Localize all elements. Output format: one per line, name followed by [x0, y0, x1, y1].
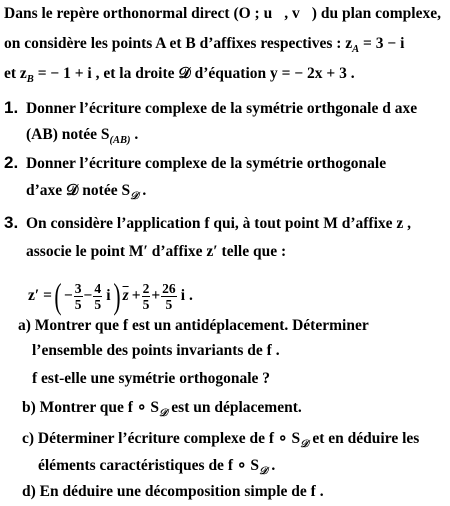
- formula-minus: −: [63, 287, 73, 304]
- subquestion-text: Montrer que f est un antidéplacement. Déterminer: [34, 317, 369, 334]
- subquestion-text-end: est un déplacement.: [167, 399, 302, 416]
- imaginary-unit: i: [106, 287, 111, 304]
- subquestion-b: [22, 398, 302, 424]
- subquestion-text: éléments caractéristiques de f ∘ S: [38, 457, 260, 474]
- fraction-26-5: [161, 281, 177, 312]
- subscript-a: A: [352, 44, 360, 55]
- intro-line-2: [4, 34, 404, 60]
- subscript-d: 𝒟: [259, 466, 268, 477]
- subquestion-a-line-2: l’ensemble des points invariants de f .: [32, 342, 280, 359]
- imaginary-unit: i .: [180, 287, 193, 304]
- formula-lhs: z′ =: [28, 287, 52, 304]
- fraction-numerator: 3: [74, 280, 82, 296]
- fraction-denominator: 5: [94, 296, 102, 312]
- z-conjugate: $\overline{z}$: [122, 287, 129, 304]
- question-3-line-2: associe le point M′ d’affixe z′ telle que :: [26, 243, 287, 260]
- affix-a-value: = 3 − i: [359, 35, 405, 52]
- subscript-d: 𝒟: [300, 439, 309, 450]
- formula-z-prime: [28, 276, 193, 316]
- question-text-end: .: [138, 182, 147, 199]
- intro-line-1: Dans le repère orthonormal direct (O ; u⃗, v⃗) du plan complexe,: [4, 5, 441, 22]
- subquestion-text-end: .: [267, 457, 276, 474]
- fraction-denominator: 5: [74, 296, 82, 312]
- question-number: 1.: [4, 98, 19, 117]
- intro-line-2-text: on considère les points A et B d’affixes respectives : z: [4, 35, 353, 52]
- fraction-2-5: [142, 281, 151, 312]
- affix-b-and-line: = − 1 + i , et la droite 𝒟 d’équation y = − 2x + 3 .: [33, 65, 355, 82]
- question-text: Donner l’écriture complexe de la symétrie orthogonale: [25, 155, 387, 172]
- subquestion-a-line-3: f est-elle une symétrie orthogonale ?: [32, 370, 271, 387]
- question-number: 3.: [4, 213, 19, 232]
- question-text-end: .: [130, 126, 139, 143]
- subscript-d: 𝒟: [159, 408, 168, 419]
- question-text: Donner l’écriture complexe de la symétrie orthgonale d axe: [25, 100, 418, 117]
- subquestion-d: [22, 482, 324, 502]
- subquestion-text: Déterminer l’écriture complexe de f ∘ S: [37, 430, 301, 447]
- subscript-ab: (AB): [109, 135, 131, 146]
- fraction-numerator: 4: [94, 280, 102, 296]
- fraction-3-5: [74, 281, 83, 312]
- question-1-line-2: [26, 125, 138, 151]
- subquestion-label: a): [18, 317, 31, 334]
- question-text: (AB) notée S: [26, 126, 110, 143]
- subquestion-text: En déduire une décomposition simple de f .: [39, 483, 324, 500]
- question-3: [4, 213, 411, 234]
- fraction-numerator: 26: [162, 280, 176, 296]
- fraction-denominator: 5: [161, 296, 177, 312]
- subquestion-text: Montrer que f ∘ S: [39, 399, 160, 416]
- subscript-b: B: [26, 74, 34, 85]
- fraction-4-5: [93, 281, 102, 312]
- subquestion-text-end: et en déduire les: [308, 430, 420, 447]
- intro-line-3: [4, 64, 355, 90]
- subquestion-c: [22, 429, 419, 455]
- question-2-line-2: [26, 181, 146, 207]
- subquestion-label: c): [22, 430, 35, 447]
- formula-close-paren: ): [112, 276, 121, 317]
- formula-open-paren: (: [54, 276, 62, 317]
- subquestion-a: [18, 316, 369, 336]
- fraction-denominator: 5: [142, 296, 150, 312]
- question-1: [4, 98, 417, 119]
- subquestion-label: d): [22, 483, 36, 500]
- subquestion-c-line-2: [38, 456, 275, 482]
- question-number: 2.: [4, 153, 19, 172]
- formula-plus: +: [151, 287, 161, 304]
- formula-plus: +: [131, 287, 141, 304]
- intro-line-3-text: et z: [4, 65, 27, 82]
- subquestion-label: b): [22, 399, 36, 416]
- question-text: d’axe 𝒟 notée S: [26, 182, 131, 199]
- subscript-d: 𝒟: [130, 191, 139, 202]
- formula-minus: −: [83, 287, 93, 304]
- question-2: [4, 153, 386, 174]
- question-text: On considère l’application f qui, à tout point M d’affixe z ,: [25, 215, 412, 232]
- fraction-numerator: 2: [142, 280, 150, 296]
